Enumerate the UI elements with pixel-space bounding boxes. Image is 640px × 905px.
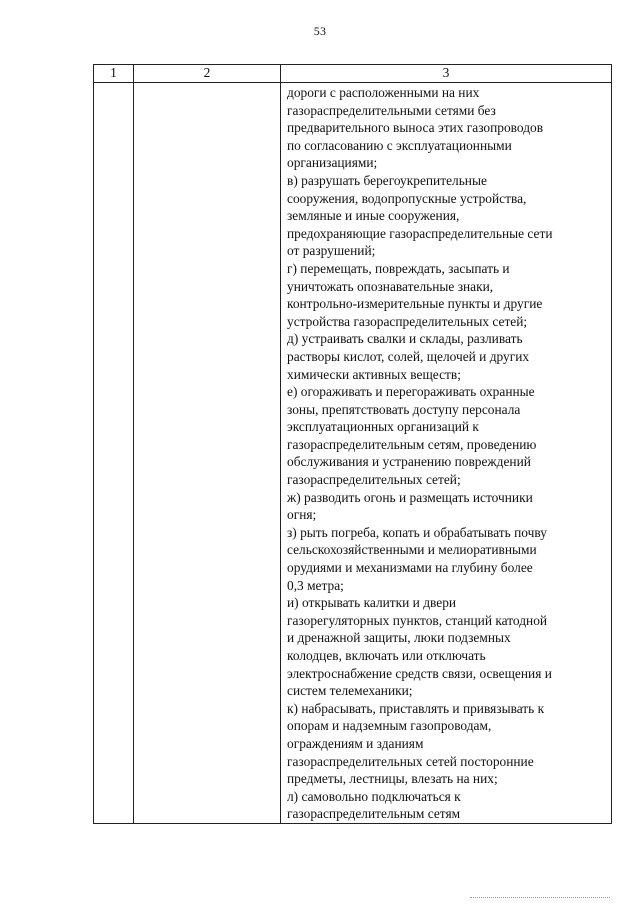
column-header-3: 3	[281, 65, 612, 83]
document-table	[93, 64, 612, 824]
table-cell-col1	[94, 83, 134, 824]
text-line: электроснабжение средств связи, освещения и	[287, 665, 552, 681]
text-line: земляные и иные сооружения,	[287, 208, 460, 224]
text-line: устройства газораспределительных сетей;	[287, 313, 528, 329]
text-line: организациями;	[287, 155, 378, 171]
text-line: опорам и надземным газопроводам,	[287, 718, 492, 734]
text-line: растворы кислот, солей, щелочей и других	[287, 348, 530, 364]
text-line: от разрушений;	[287, 243, 376, 259]
table-header-row	[94, 65, 612, 83]
text-line: газорегуляторных пунктов, станций катодной	[287, 612, 548, 628]
text-line: сооружения, водопропускные устройства,	[287, 190, 527, 206]
table-cell-col2	[134, 83, 281, 824]
text-line: газораспределительных сетей;	[287, 472, 461, 488]
table-row	[94, 83, 612, 824]
text-line: газораспределительным сетям, проведению	[287, 436, 537, 452]
text-line: ж) разводить огонь и размещать источники	[287, 489, 533, 505]
scan-artifact-mark	[470, 897, 610, 901]
text-line: сельскохозяйственными и мелиоративными	[287, 542, 537, 558]
text-line: 0,3 метра;	[287, 577, 344, 593]
text-line: обслуживания и устранению повреждений	[287, 454, 531, 470]
text-line: предохраняющие газораспределительные сети	[287, 225, 553, 241]
text-line: газораспределительным сетям	[287, 806, 461, 822]
text-line: огня;	[287, 507, 317, 523]
text-line: уничтожать опознавательные знаки,	[287, 278, 494, 294]
column-header-2: 2	[134, 65, 281, 83]
text-line: контрольно-измерительные пункты и другие	[287, 296, 543, 312]
text-line: газораспределительными сетями без	[287, 102, 496, 118]
text-line: и) открывать калитки и двери	[287, 595, 457, 611]
text-line: в) разрушать берегоукрепительные	[287, 172, 487, 188]
text-line: орудиями и механизмами на глубину более	[287, 560, 533, 576]
text-line: систем телемеханики;	[287, 683, 413, 699]
text-line: предварительного выноса этих газопроводов	[287, 120, 544, 136]
text-line: газораспределительных сетей посторонние	[287, 753, 534, 769]
column-header-1: 1	[94, 65, 134, 83]
table-cell-col3	[281, 83, 612, 824]
page-number: 53	[313, 24, 327, 38]
text-line: д) устраивать свалки и склады, разливать	[287, 331, 523, 347]
text-line: и дренажной защиты, люки подземных	[287, 630, 511, 646]
text-line: к) набрасывать, приставлять и привязывать к	[287, 700, 545, 716]
text-line: предметы, лестницы, влезать на них;	[287, 771, 498, 787]
text-line: эксплуатационных организаций к	[287, 419, 479, 435]
text-line: по согласованию с эксплуатационными	[287, 137, 512, 153]
text-line: колодцев, включать или отключать	[287, 648, 486, 663]
text-line: з) рыть погреба, копать и обрабатывать почву	[287, 524, 547, 540]
text-line: г) перемещать, повреждать, засыпать и	[287, 260, 510, 276]
text-line: е) огораживать и перегораживать охранные	[287, 384, 535, 400]
text-line: химически активных веществ;	[287, 366, 461, 382]
text-line: л) самовольно подключаться к	[287, 788, 461, 804]
text-line: ограждениям и зданиям	[287, 735, 424, 751]
col3-text-block	[287, 84, 603, 823]
text-line: зоны, препятствовать доступу персонала	[287, 401, 521, 417]
text-line: дороги с расположенными на них	[287, 85, 480, 100]
